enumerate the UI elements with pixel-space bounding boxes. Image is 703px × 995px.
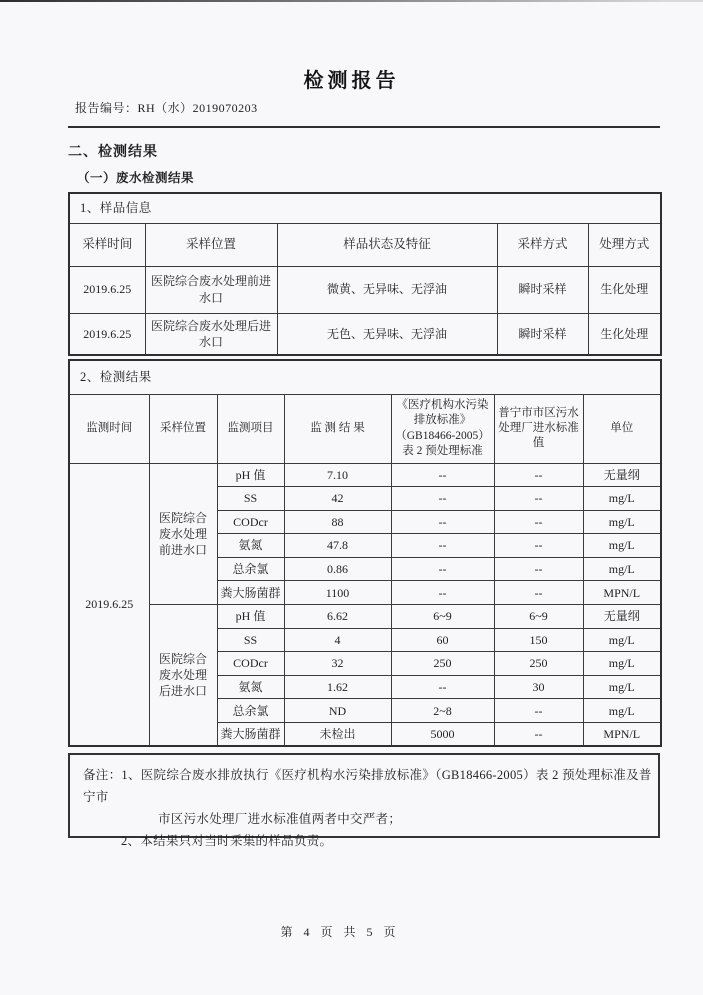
page-footer: 第 4 页 共 5 页 xyxy=(280,925,400,939)
sampling-time-cell: 2019.6.25 xyxy=(69,313,145,355)
column-header-gb-standard: 《医疗机构水污染排放标准》（GB18466-2005）表 2 预处理标准 xyxy=(391,394,494,463)
location-text: 医院综合废水处理前进水口 xyxy=(158,510,207,557)
inlet-standard-cell: 250 xyxy=(494,652,583,676)
inlet-standard-cell: -- xyxy=(494,723,583,747)
unit-cell: mg/L xyxy=(583,557,661,581)
gb-standard-cell: -- xyxy=(391,510,494,534)
sample-state-cell: 无色、无异味、无浮油 xyxy=(277,313,497,355)
inlet-standard-cell: 150 xyxy=(494,628,583,652)
report-number-label: 报告编号： xyxy=(75,101,138,115)
result-cell: 4 xyxy=(284,628,391,652)
results-table-caption-row xyxy=(69,360,661,394)
column-header-result: 监 测 结 果 xyxy=(284,394,391,463)
treatment-method-cell: 生化处理 xyxy=(588,266,661,313)
gb-standard-cell: -- xyxy=(391,675,494,699)
section-heading: 二、检测结果 xyxy=(68,145,158,160)
inlet-standard-cell: -- xyxy=(494,699,583,723)
note-label: 备注： xyxy=(83,768,122,782)
column-header-sampling-time: 采样时间 xyxy=(69,223,145,266)
column-header-treatment-method: 处理方式 xyxy=(588,223,661,266)
sampling-location-cell xyxy=(149,463,217,605)
unit-cell: mg/L xyxy=(583,628,661,652)
param-cell: CODcr xyxy=(217,652,284,676)
note-line xyxy=(70,764,658,808)
param-cell: SS xyxy=(217,487,284,511)
unit-cell: mg/L xyxy=(583,675,661,699)
gb-standard-cell: -- xyxy=(391,581,494,605)
monitoring-time-cell: 2019.6.25 xyxy=(69,463,149,746)
column-header-parameter: 监测项目 xyxy=(217,394,284,463)
inlet-standard-cell: -- xyxy=(494,581,583,605)
param-cell: 氨氮 xyxy=(217,675,284,699)
sampling-location-cell xyxy=(149,605,217,747)
result-cell: 6.62 xyxy=(284,605,391,629)
gb-standard-cell: 2~8 xyxy=(391,699,494,723)
divider-line xyxy=(68,126,660,128)
result-cell: 42 xyxy=(284,487,391,511)
gb-standard-cell: -- xyxy=(391,463,494,487)
unit-cell: mg/L xyxy=(583,652,661,676)
inlet-standard-cell: -- xyxy=(494,557,583,581)
column-header-sample-state: 样品状态及特征 xyxy=(277,223,497,266)
sampling-location-cell: 医院综合废水处理后进水口 xyxy=(145,313,277,355)
gb-standard-cell: 6~9 xyxy=(391,605,494,629)
location-text: 医院综合废水处理后进水口 xyxy=(158,651,207,699)
note-text: 1、医院综合废水排放执行《医疗机构水污染排放标准》（GB18466-2005）表 2 预处理标准及普宁市 xyxy=(83,768,652,804)
result-cell: 88 xyxy=(284,510,391,534)
param-cell: 氨氮 xyxy=(217,534,284,558)
unit-cell: MPN/L xyxy=(583,581,661,605)
scan-edge-artifact xyxy=(0,0,703,2)
notes-box xyxy=(68,753,660,848)
param-cell: CODcr xyxy=(217,510,284,534)
results-table-caption: 2、检测结果 xyxy=(69,360,661,394)
column-header-sampling-method: 采样方式 xyxy=(497,223,588,266)
sampling-location-cell: 医院综合废水处理前进水口 xyxy=(145,266,277,313)
sampling-method-cell: 瞬时采样 xyxy=(497,313,588,355)
treatment-method-cell: 生化处理 xyxy=(588,313,661,355)
unit-cell: MPN/L xyxy=(583,723,661,747)
gb-standard-cell: -- xyxy=(391,534,494,558)
column-header-monitoring-time: 监测时间 xyxy=(69,394,149,463)
note-line: 市区污水处理厂进水标准值两者中交严者； xyxy=(158,812,402,826)
unit-cell: mg/L xyxy=(583,534,661,558)
inlet-standard-cell: -- xyxy=(494,463,583,487)
unit-cell: mg/L xyxy=(583,699,661,723)
sample-table-caption-row xyxy=(69,193,661,223)
param-cell: pH 值 xyxy=(217,605,284,629)
report-number xyxy=(75,99,258,116)
result-cell: 1100 xyxy=(284,581,391,605)
result-cell: 7.10 xyxy=(284,463,391,487)
param-cell: SS xyxy=(217,628,284,652)
param-cell: 粪大肠菌群 xyxy=(217,581,284,605)
result-cell: 32 xyxy=(284,652,391,676)
inlet-standard-cell: -- xyxy=(494,510,583,534)
sample-state-cell: 微黄、无异味、无浮油 xyxy=(277,266,497,313)
unit-cell: mg/L xyxy=(583,487,661,511)
page-title: 检测报告 xyxy=(303,70,400,92)
sampling-method-cell: 瞬时采样 xyxy=(497,266,588,313)
gb-standard-cell: 5000 xyxy=(391,723,494,747)
table-row xyxy=(69,313,661,355)
sample-table-caption: 1、样品信息 xyxy=(69,193,661,223)
table-row xyxy=(69,266,661,313)
inlet-standard-cell: 6~9 xyxy=(494,605,583,629)
report-number-value: RH（水）2019070203 xyxy=(137,101,258,115)
inlet-standard-cell: -- xyxy=(494,487,583,511)
unit-cell: mg/L xyxy=(583,510,661,534)
column-header-sampling-location: 采样位置 xyxy=(145,223,277,266)
param-cell: 粪大肠菌群 xyxy=(217,723,284,747)
gb-standard-cell: -- xyxy=(391,487,494,511)
result-cell: 0.86 xyxy=(284,557,391,581)
subsection-heading: （一）废水检测结果 xyxy=(77,171,195,185)
result-cell: 47.8 xyxy=(284,534,391,558)
result-cell: 1.62 xyxy=(284,675,391,699)
sample-table-header-row xyxy=(69,223,661,266)
column-header-sampling-location: 采样位置 xyxy=(149,394,217,463)
sampling-time-cell: 2019.6.25 xyxy=(69,266,145,313)
result-cell: ND xyxy=(284,699,391,723)
sample-info-table xyxy=(68,192,662,356)
note-line: 2、本结果只对当时采集的样品负责。 xyxy=(121,834,333,848)
gb-standard-cell: 250 xyxy=(391,652,494,676)
result-cell: 未检出 xyxy=(284,723,391,747)
param-cell: 总余氯 xyxy=(217,557,284,581)
results-table-header-row xyxy=(69,394,661,463)
param-cell: 总余氯 xyxy=(217,699,284,723)
unit-cell: 无量纲 xyxy=(583,463,661,487)
inlet-standard-cell: -- xyxy=(494,534,583,558)
table-row xyxy=(69,463,661,487)
inlet-standard-cell: 30 xyxy=(494,675,583,699)
table-row xyxy=(69,605,661,629)
gb-standard-cell: -- xyxy=(391,557,494,581)
column-header-unit: 单位 xyxy=(583,394,661,463)
param-cell: pH 值 xyxy=(217,463,284,487)
unit-cell: 无量纲 xyxy=(583,605,661,629)
gb-standard-cell: 60 xyxy=(391,628,494,652)
column-header-inlet-standard: 普宁市市区污水处理厂进水标准值 xyxy=(494,394,583,463)
test-results-table xyxy=(68,359,662,747)
